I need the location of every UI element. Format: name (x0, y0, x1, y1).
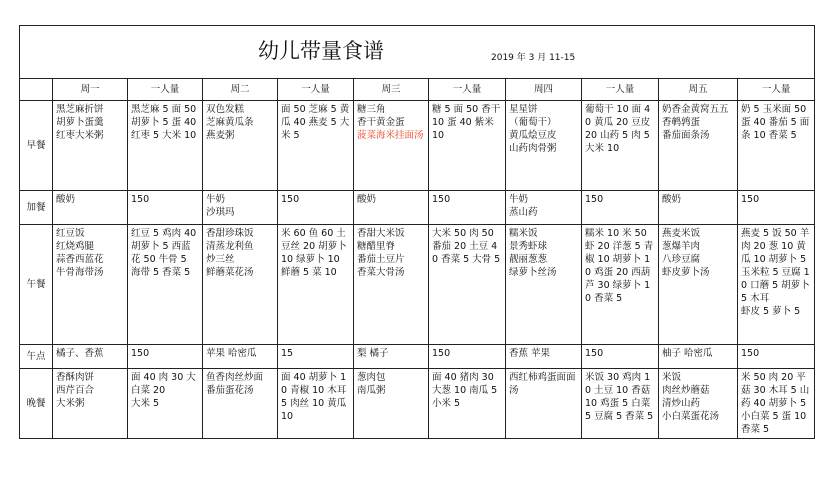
dish-line: 肉丝炒蘑菇 (662, 385, 710, 396)
dish-line: 虾皮萝卜汤 (662, 267, 710, 278)
dish-line: 香酥肉饼 (56, 372, 95, 383)
amount-line: 米 60 鱼 60 土豆丝 20 胡萝卜 10 绿萝卜 10 鲜蘑 5 菜 10 (281, 228, 347, 278)
amount-line: 米饭 30 鸡肉 10 土豆 10 香菇 10 鸡蛋 5 白菜 5 豆腐 5 香菜 5 (585, 372, 654, 422)
amount-line: 大米 5 (131, 398, 160, 409)
header-cell: 周三 (354, 79, 429, 101)
amount-line: 150 (281, 194, 300, 205)
amount-line: 150 (741, 348, 760, 359)
dish-cell (506, 191, 582, 225)
amount-line: 面 40 胡萝卜 10 青椒 10 木耳 5 肉丝 10 黄瓜 10 (281, 372, 347, 422)
amount-cell (429, 101, 506, 191)
amount-cell (278, 369, 354, 439)
dish-line: 酸奶 (357, 194, 377, 205)
header-row (20, 79, 815, 101)
amount-cell (429, 345, 506, 369)
amount-line: 面 40 肉 30 大白菜 20 (131, 372, 196, 396)
header-cell: 一人量 (278, 79, 354, 101)
title-cell (20, 26, 815, 79)
dish-cell (354, 225, 429, 345)
amount-cell (278, 225, 354, 345)
meal-label: 午点 (20, 345, 53, 369)
dish-line: 梨 橘子 (357, 348, 389, 359)
dish-cell (53, 369, 128, 439)
dish-line: 红豆饭 (56, 228, 85, 239)
header-cell: 一人量 (582, 79, 659, 101)
meal-label: 加餐 (20, 191, 53, 225)
amount-line: 150 (432, 194, 451, 205)
dish-line: 蒜香西蓝花 (56, 254, 104, 265)
dish-cell (53, 225, 128, 345)
header-cell: 周五 (659, 79, 738, 101)
dish-cell (53, 191, 128, 225)
dish-line: 番茄土豆片 (357, 254, 405, 265)
dish-cell (506, 101, 582, 191)
dish-line: 山药肉骨粥 (509, 143, 557, 154)
dish-cell (53, 101, 128, 191)
dish-line: 芝麻黄瓜条 (206, 117, 254, 128)
dish-cell (203, 345, 278, 369)
meal-row (20, 369, 815, 439)
meal-row (20, 191, 815, 225)
amount-cell (738, 101, 815, 191)
amount-line: 虾皮 5 萝卜 5 (741, 306, 801, 317)
amount-cell (429, 369, 506, 439)
header-cell: 一人量 (738, 79, 815, 101)
dish-cell (506, 369, 582, 439)
dish-line: 香蕉 苹果 (509, 348, 551, 359)
dish-line: 糖醋里脊 (357, 241, 396, 252)
amount-cell (582, 191, 659, 225)
dish-line: 景秀虾球 (509, 241, 548, 252)
dish-line: 绿萝卜丝汤 (509, 267, 557, 278)
dish-cell (354, 369, 429, 439)
meal-row (20, 345, 815, 369)
amount-cell (128, 225, 203, 345)
dish-line: 酸奶 (56, 194, 76, 205)
amount-line: 奶 5 玉米面 50 蛋 40 番茄 5 面条 10 香菜 5 (741, 104, 810, 141)
dish-line: 西红柿鸡蛋面面汤 (509, 372, 576, 396)
dish-line: 鲜蘑菜花汤 (206, 267, 254, 278)
amount-cell (429, 225, 506, 345)
meal-row (20, 101, 815, 191)
dish-line: 红枣大米粥 (56, 130, 104, 141)
amount-line: 糯米 10 米 50 虾 20 洋葱 5 青椒 10 胡萝卜 10 鸡蛋 20 西葫芦 30 绿萝卜 10 香菜 5 (585, 228, 654, 304)
dish-line: 红烧鸡腿 (56, 241, 95, 252)
amount-line: 150 (131, 348, 150, 359)
amount-line: 糖 5 面 50 香干 10 蛋 40 紫米 10 (432, 104, 501, 141)
dish-line: 番茄面条汤 (662, 130, 710, 141)
menu-table (19, 25, 815, 439)
amount-line: 大米 50 肉 50 番茄 20 土豆 40 香菜 5 大骨 5 (432, 228, 501, 265)
amount-line: 米 50 肉 20 平菇 30 木耳 5 山药 40 胡萝卜 5 小白菜 5 蛋 10 香菜 5 (741, 372, 810, 435)
amount-line: 面 50 芝麻 5 黄瓜 40 燕麦 5 大米 5 (281, 104, 350, 141)
amount-cell (278, 345, 354, 369)
dish-line: 南瓜粥 (357, 385, 386, 396)
dish-cell (203, 101, 278, 191)
dish-line: 清炒山药 (662, 398, 701, 409)
dish-cell (506, 345, 582, 369)
dish-line: 双色发糕 (206, 104, 245, 115)
meal-label: 早餐 (20, 101, 53, 191)
amount-cell (738, 369, 815, 439)
dish-line: 酸奶 (662, 194, 682, 205)
dish-cell (506, 225, 582, 345)
header-corner (20, 79, 53, 101)
dish-cell (659, 101, 738, 191)
dish-cell (659, 345, 738, 369)
dish-line: 橘子、香蕉 (56, 348, 104, 359)
dish-line: 番茄蛋花汤 (206, 385, 254, 396)
dish-line: 胡萝卜蛋羹 (56, 117, 104, 128)
amount-cell (738, 191, 815, 225)
header-cell: 周二 (203, 79, 278, 101)
amount-line: 150 (131, 194, 150, 205)
dish-cell (659, 191, 738, 225)
amount-line: 面 40 猪肉 30 大葱 10 南瓜 5 小米 5 (432, 372, 498, 409)
title-row (20, 26, 815, 79)
dish-line: 清蒸龙利鱼 (206, 241, 254, 252)
amount-cell (738, 225, 815, 345)
dish-line: 葱肉包 (357, 372, 386, 383)
amount-cell (582, 101, 659, 191)
meal-rows (20, 101, 815, 439)
meal-label: 晚餐 (20, 369, 53, 439)
dish-cell (203, 225, 278, 345)
amount-line: 150 (585, 194, 604, 205)
dish-cell (53, 345, 128, 369)
dish-line: 靓丽葱葱 (509, 254, 548, 265)
dish-cell (659, 225, 738, 345)
dish-line: 黑芝麻折饼 (56, 104, 104, 115)
amount-cell (582, 345, 659, 369)
dish-cell (203, 191, 278, 225)
dish-line: 小白菜蛋花汤 (662, 411, 720, 422)
amount-line: 红豆 5 鸡肉 40 胡萝卜 5 西蓝花 50 牛骨 5 海带 5 香菜 5 (131, 228, 197, 278)
dish-line: 菠菜海米挂面汤 (357, 130, 424, 141)
dish-line: 米饭 (662, 372, 682, 383)
amount-line: 15 (281, 348, 294, 359)
dish-line: 奶香金黄窝五五香鹌鹑蛋 (662, 104, 729, 128)
dish-line: 香干黄金蛋 (357, 117, 405, 128)
amount-cell (128, 101, 203, 191)
page-title: 幼儿带量食谱 (258, 39, 384, 63)
dish-line: 鱼香肉丝炒面 (206, 372, 264, 383)
dish-line: 柚子 哈密瓜 (662, 348, 713, 359)
amount-cell (128, 369, 203, 439)
dish-cell (354, 101, 429, 191)
dish-line: 西芹百合 (56, 385, 95, 396)
date-range: 2019 年 3 月 11-15 (491, 53, 576, 63)
dish-line: 星星饼 (509, 104, 538, 115)
dish-line: 苹果 哈密瓜 (206, 348, 257, 359)
dish-line: 香甜珍珠饭 (206, 228, 254, 239)
dish-line: 燕麦米饭 (662, 228, 701, 239)
amount-cell (738, 345, 815, 369)
header-cell: 周四 (506, 79, 582, 101)
dish-line: 牛奶 (509, 194, 529, 205)
dish-line: 牛骨海带汤 (56, 267, 104, 278)
dish-line: 炒三丝 (206, 254, 235, 265)
amount-cell (429, 191, 506, 225)
menu-sheet (19, 25, 814, 439)
amount-cell (582, 369, 659, 439)
dish-cell (354, 345, 429, 369)
amount-cell (278, 191, 354, 225)
dish-line: 香甜大米饭 (357, 228, 405, 239)
dish-line: 蒸山药 (509, 207, 538, 218)
meal-row (20, 225, 815, 345)
meal-label: 午餐 (20, 225, 53, 345)
amount-line: 150 (741, 194, 760, 205)
dish-line: （葡萄干） (509, 117, 557, 128)
dish-line: 葱爆羊肉 (662, 241, 701, 252)
amount-line: 燕麦 5 饭 50 羊肉 20 葱 10 黄瓜 10 胡萝卜 5 玉米粒 5 豆腐 10 口蘑 5 胡萝卜 5 木耳 (741, 228, 810, 304)
dish-line: 黄瓜烩豆皮 (509, 130, 557, 141)
amount-line: 黑芝麻 5 面 50 胡萝卜 5 蛋 40 红枣 5 大米 10 (131, 104, 197, 141)
dish-line: 糖三角 (357, 104, 386, 115)
dish-line: 大米粥 (56, 398, 85, 409)
amount-line: 葡萄干 10 面 40 黄瓜 20 豆皮 20 山药 5 肉 5 大米 10 (585, 104, 651, 154)
dish-line: 燕麦粥 (206, 130, 235, 141)
amount-cell (278, 101, 354, 191)
dish-line: 糯米饭 (509, 228, 538, 239)
amount-line: 150 (432, 348, 451, 359)
dish-line: 沙琪玛 (206, 207, 235, 218)
dish-cell (354, 191, 429, 225)
amount-cell (128, 191, 203, 225)
dish-line: 八珍豆腐 (662, 254, 701, 265)
amount-cell (128, 345, 203, 369)
header-cell: 周一 (53, 79, 128, 101)
dish-cell (659, 369, 738, 439)
amount-line: 150 (585, 348, 604, 359)
amount-cell (582, 225, 659, 345)
dish-line: 牛奶 (206, 194, 226, 205)
dish-cell (203, 369, 278, 439)
header-cell: 一人量 (429, 79, 506, 101)
dish-line: 香菜大骨汤 (357, 267, 405, 278)
header-cell: 一人量 (128, 79, 203, 101)
